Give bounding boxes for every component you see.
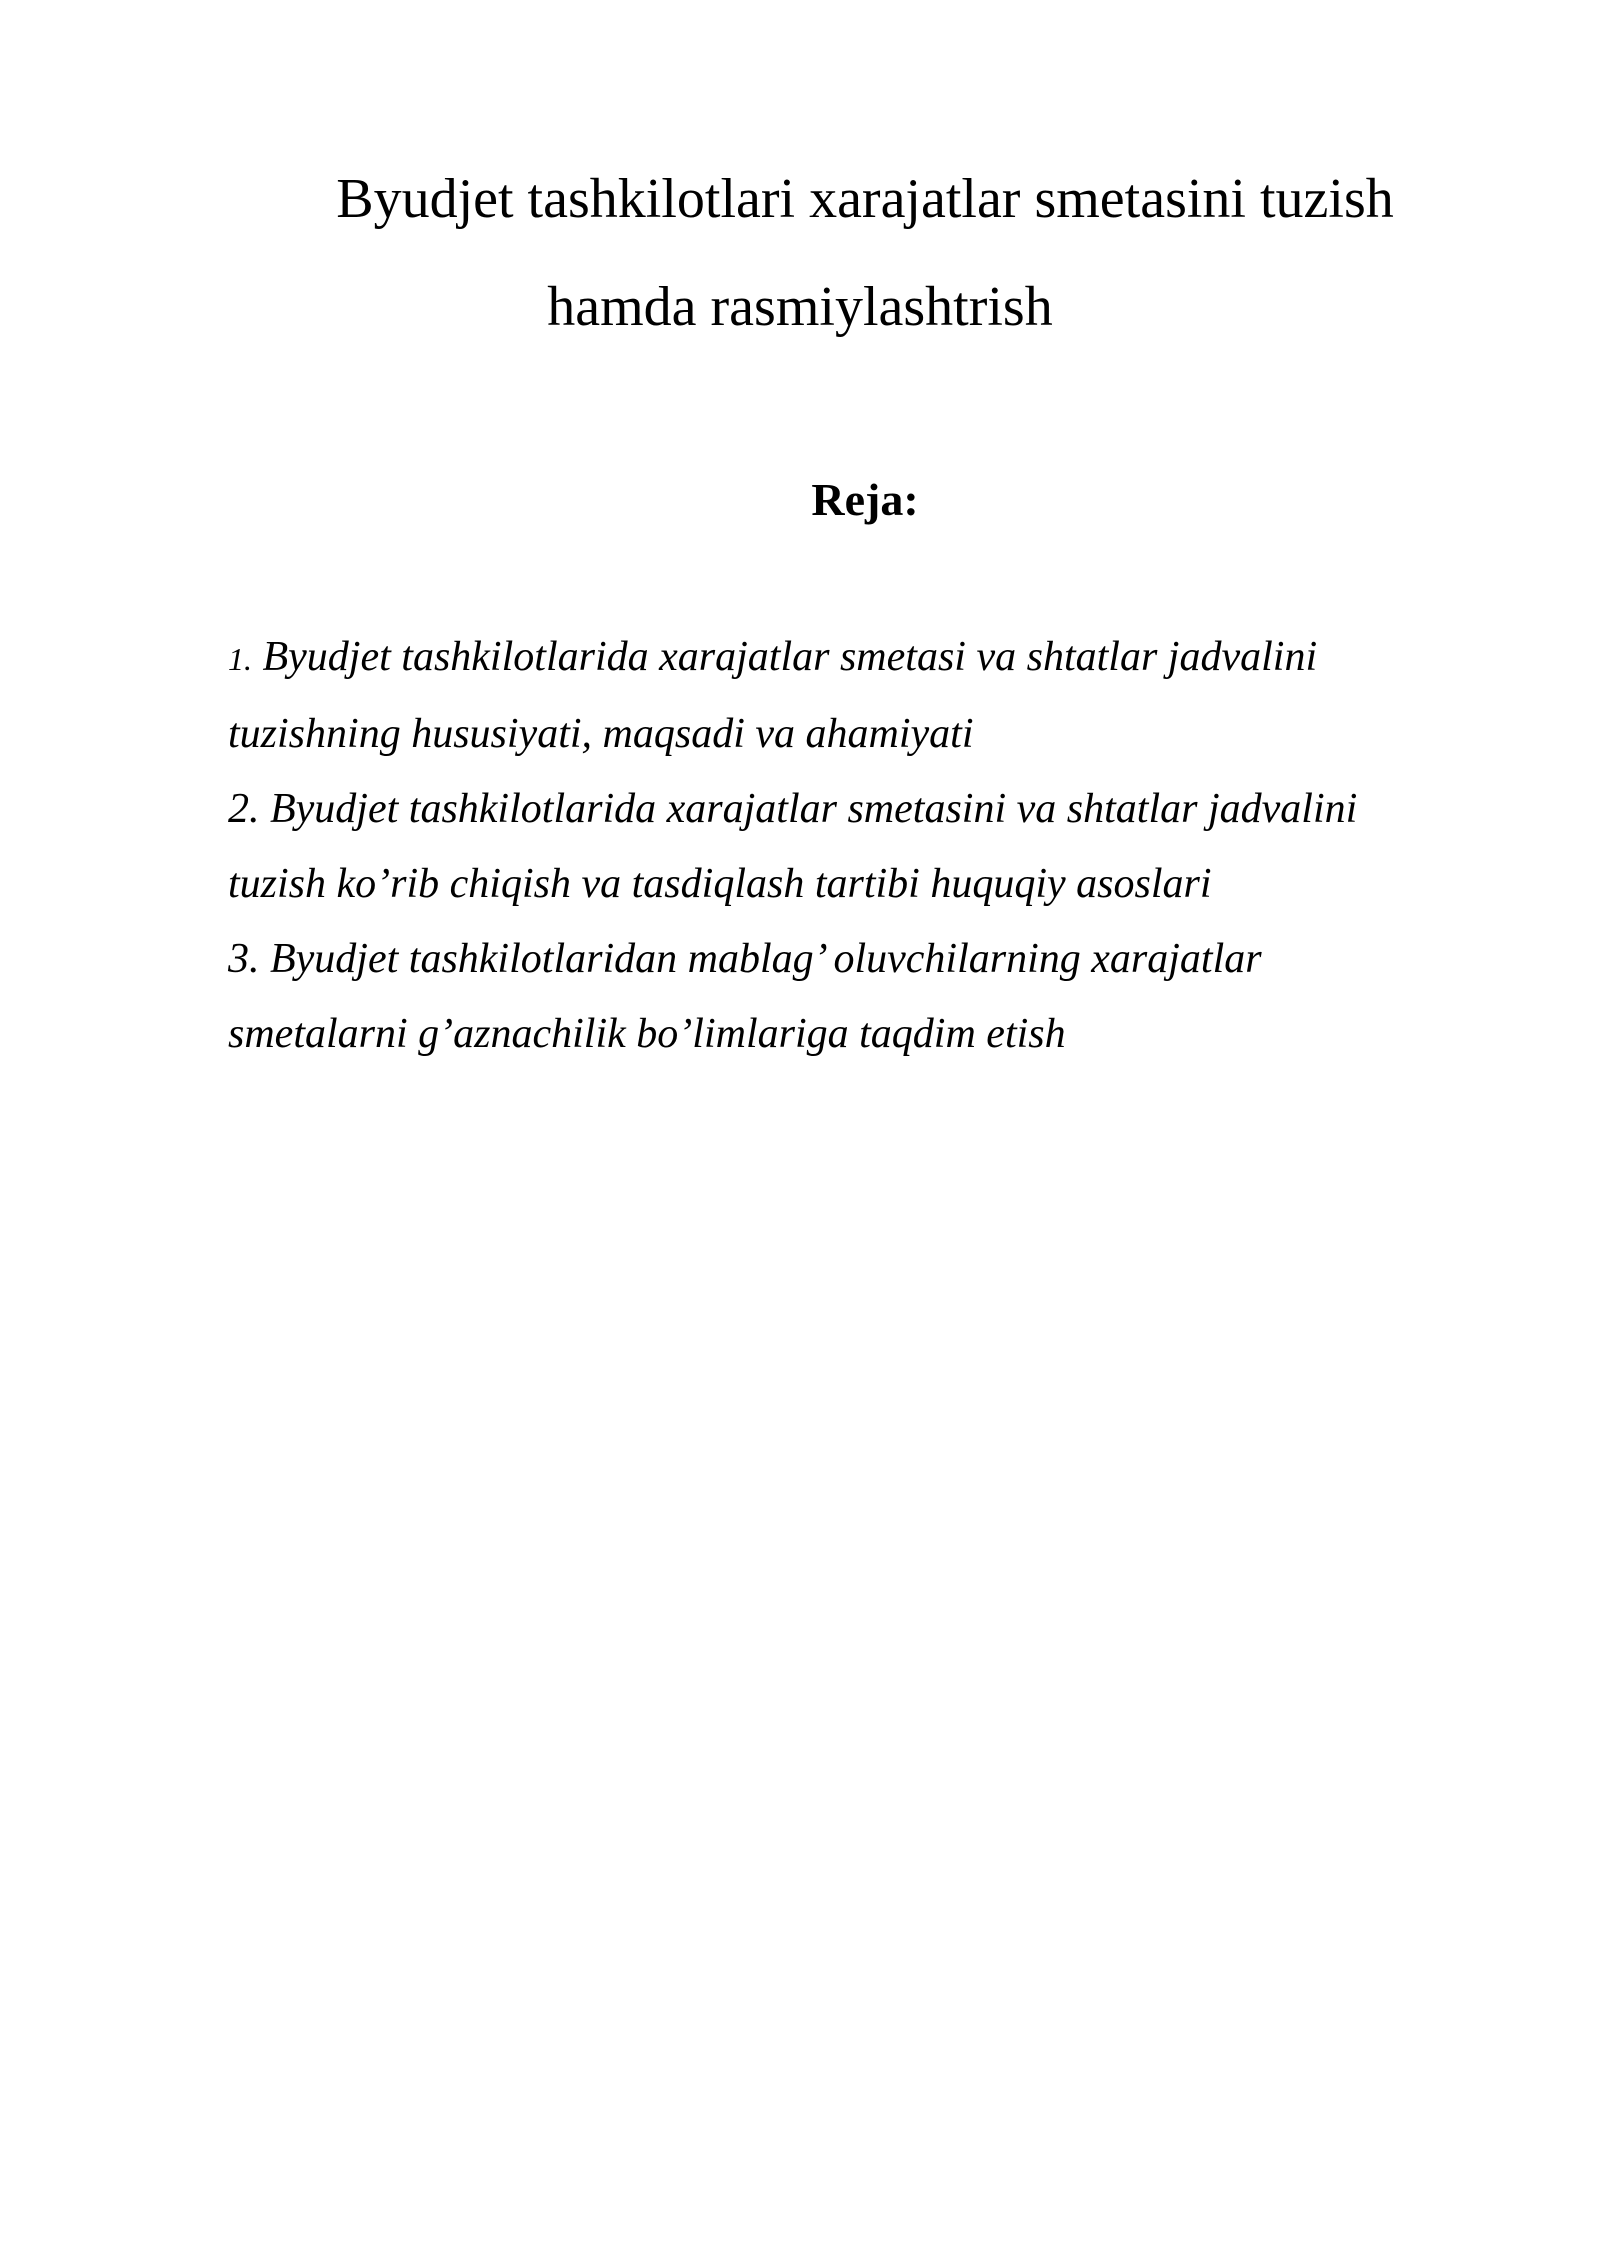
- plan-item-3-text: Byudjet tashkilotlaridan mablag’ oluvchilarning xarajatlar: [259, 936, 1262, 982]
- plan-item-2-number: 2.: [228, 786, 260, 832]
- plan-item-2-text: Byudjet tashkilotlarida xarajatlar smetasini va shtatlar jadvalini: [259, 786, 1358, 832]
- plan-list: [228, 620, 1468, 1072]
- plan-item-1-text: Byudjet tashkilotlarida xarajatlar smetasi va shtatlar jadvalini: [252, 634, 1318, 680]
- plan-item-2-line-1: [228, 772, 1468, 847]
- plan-item-3-line-1: [228, 922, 1468, 997]
- plan-item-1-number: 1.: [228, 641, 252, 677]
- plan-item-3-line-2: smetalarni g’aznachilik bo’limlariga taqdim etish: [228, 1011, 1066, 1057]
- plan-item-3-number: 3.: [228, 936, 260, 982]
- plan-item-1-line-2: tuzishning hususiyati, maqsadi va ahamiyati: [228, 711, 974, 757]
- title-line-2: hamda rasmiylashtrish: [547, 276, 1053, 338]
- plan-heading: Reja:: [811, 474, 919, 525]
- plan-item-2-line-2: tuzish ko’rib chiqish va tasdiqlash tartibi huquqiy asoslari: [228, 861, 1212, 907]
- plan-item-1-line-1: [228, 620, 1468, 697]
- title-line-1: Byudjet tashkilotlari xarajatlar smetasini tuzish: [336, 168, 1394, 230]
- document-title: [0, 145, 1600, 361]
